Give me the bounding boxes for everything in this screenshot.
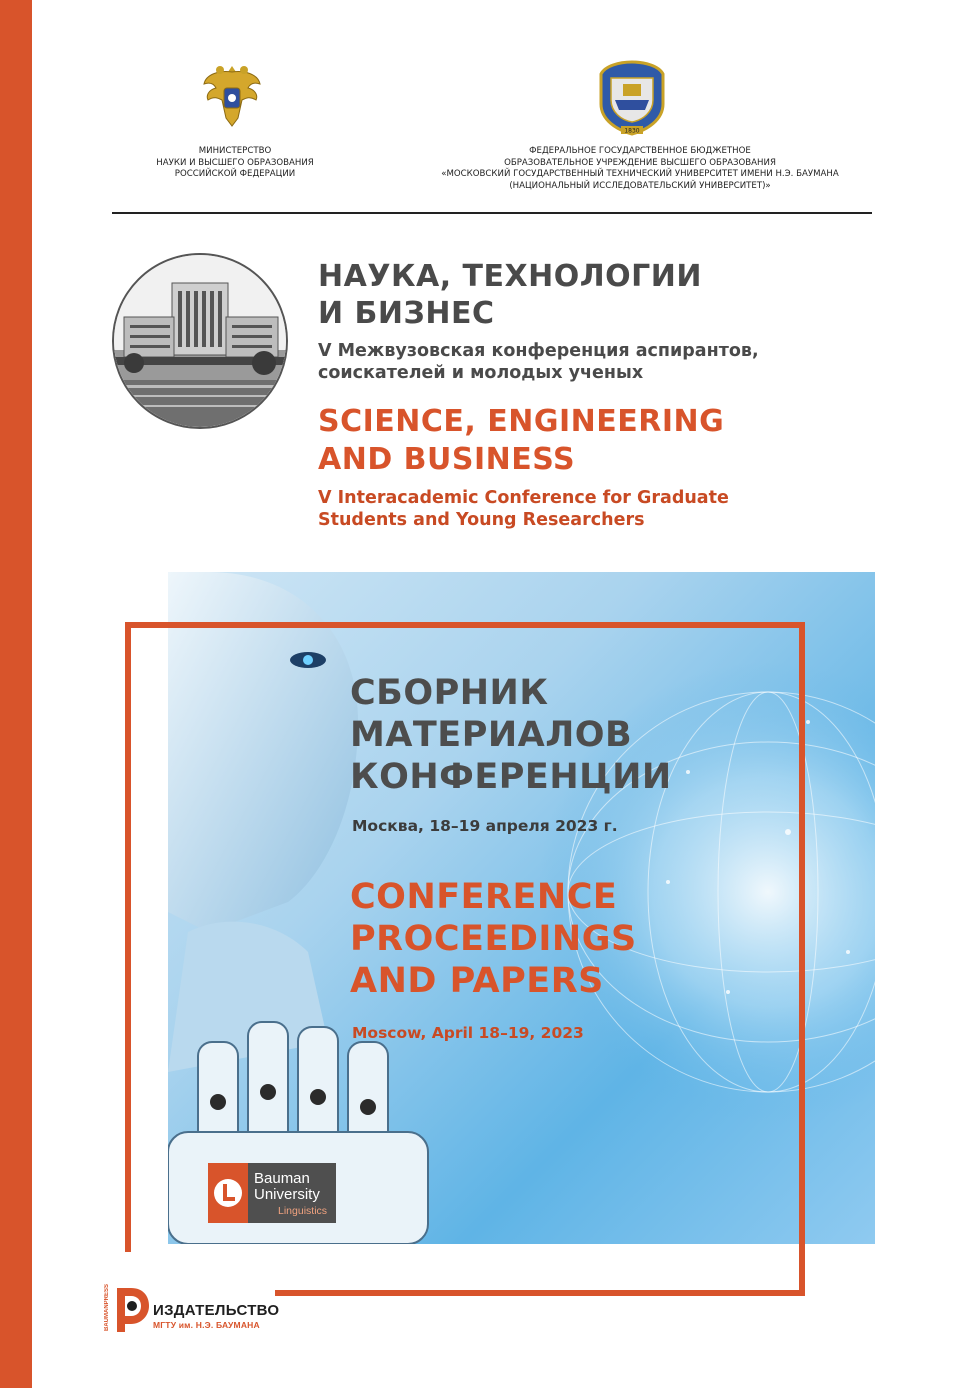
proceedings-title-en-line2: PROCEEDINGS — [350, 919, 637, 959]
conference-title-ru — [318, 258, 838, 332]
ministry-name: МИНИСТЕРСТВО НАУКИ И ВЫСШЕГО ОБРАЗОВАНИЯ РОССИЙСКОЙ ФЕДЕРАЦИИ — [156, 146, 314, 179]
header-divider — [112, 212, 872, 214]
conference-subtitle-ru-line1: V Межвузовская конференция аспирантов, — [318, 341, 759, 361]
publisher-subname: МГТУ им. Н.Э. БАУМАНА — [153, 1320, 260, 1330]
bul-logo-line3: Linguistics — [278, 1205, 328, 1217]
conference-subtitle-ru — [318, 340, 838, 384]
publisher-logo — [103, 1278, 280, 1340]
bauman-university-linguistics-logo — [208, 1163, 336, 1239]
conference-subtitle-en-line1: V Interacademic Conference for Graduate — [318, 488, 729, 508]
proceedings-title-ru-line3: КОНФЕРЕНЦИИ — [350, 757, 672, 797]
conference-title-en-line2: AND BUSINESS — [318, 442, 576, 477]
conference-subtitle-ru-line2: соискателей и молодых ученых — [318, 363, 644, 383]
publisher-side-label: BAUMANPRESS — [104, 1284, 110, 1332]
conference-date-en: Moscow, April 18–19, 2023 — [352, 1024, 584, 1042]
bul-logo-line1: Bauman — [254, 1170, 310, 1187]
conference-title-ru-line2: И БИЗНЕС — [318, 296, 495, 331]
proceedings-title-en-line1: CONFERENCE — [350, 877, 618, 917]
left-accent-stripe — [0, 0, 32, 1388]
proceedings-title-ru-line1: СБОРНИК — [350, 673, 549, 713]
publisher-name: ИЗДАТЕЛЬСТВО — [153, 1302, 280, 1319]
proceedings-title-en — [350, 876, 780, 1002]
conference-title-ru-line1: НАУКА, ТЕХНОЛОГИИ — [318, 259, 702, 294]
proceedings-title-ru-line2: МАТЕРИАЛОВ — [350, 715, 633, 755]
conference-subtitle-en — [318, 487, 858, 531]
conference-title-en — [318, 403, 858, 479]
proceedings-title-en-line3: AND PAPERS — [350, 961, 604, 1001]
university-building-photo — [112, 253, 288, 429]
conference-subtitle-en-line2: Students and Young Researchers — [318, 510, 645, 530]
crest-year: 1830 — [624, 127, 640, 135]
bul-logo-name — [254, 1171, 334, 1203]
bul-logo-mark — [208, 1163, 248, 1223]
bul-logo-line2: University — [254, 1186, 320, 1203]
russian-eagle-icon — [200, 60, 264, 132]
university-name: ФЕДЕРАЛЬНОЕ ГОСУДАРСТВЕННОЕ БЮДЖЕТНОЕ ОБРАЗОВАТЕЛЬНОЕ УЧРЕЖДЕНИЕ ВЫСШЕГО ОБРАЗОВАНИЯ «МОСКОВСКИЙ ГОСУДАРСТВЕННЫЙ ТЕХНИЧЕСКИЙ УНИВЕРСИТЕТ ИМЕНИ Н.Э. БАУМАНА (НАЦИОНАЛЬНЫЙ ИССЛЕДОВАТЕЛЬСКИЙ УНИВЕРСИТЕТ)» — [441, 146, 839, 191]
proceedings-title-ru — [350, 672, 780, 798]
conference-date-ru: Москва, 18–19 апреля 2023 г. — [352, 817, 618, 835]
publisher-mark-icon — [111, 1284, 151, 1334]
conference-title-en-line1: SCIENCE, ENGINEERING — [318, 404, 725, 439]
bmstu-crest-icon — [597, 60, 667, 136]
